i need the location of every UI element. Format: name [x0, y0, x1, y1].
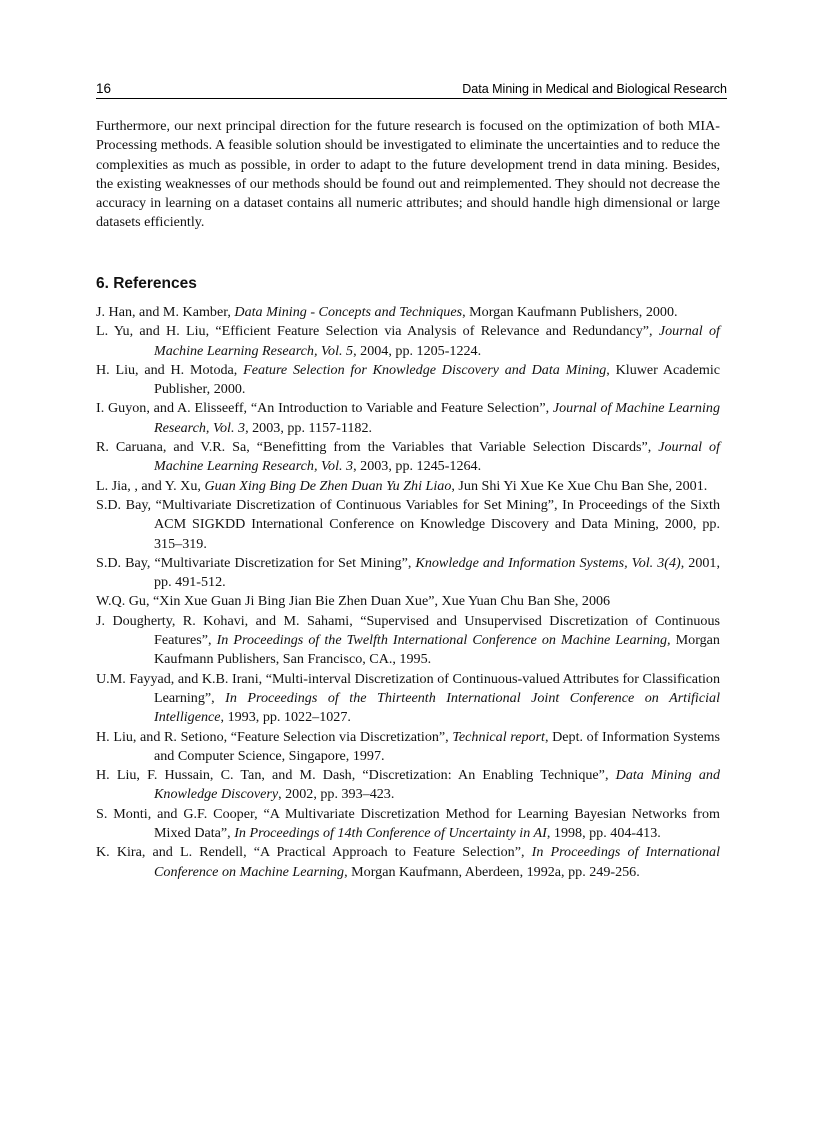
reference-text: K. Kira, and L. Rendell, “A Practical Approach to Feature Selection”,: [96, 844, 532, 861]
reference-text-tail: , 2003, pp. 1157-1182.: [245, 419, 373, 436]
reference-text: W.Q. Gu, “Xin Xue Guan Ji Bing Jian Bie Zhen Duan Xue”, Xue Yuan Chu Ban She, 2006: [96, 593, 611, 610]
reference-text-tail: , Morgan Kaufmann, Aberdeen, 1992a, pp. 249-256.: [344, 863, 640, 880]
reference-text-tail: , 2003, pp. 1245-1264.: [353, 458, 482, 475]
reference-item: [96, 477, 720, 496]
reference-text: S. Monti, and G.F. Cooper, “A Multivariate Discretization Method for Learning Bayesian Networks from Mixed Data”,: [96, 805, 720, 842]
reference-item: [96, 303, 720, 322]
reference-text: H. Liu, and H. Motoda,: [96, 361, 244, 378]
reference-item: [96, 612, 720, 670]
reference-italic: Journal of Machine Learning Research, Vol. 5: [154, 323, 720, 359]
reference-text-tail: , 1998, pp. 404-413.: [546, 825, 661, 842]
reference-text-tail: Morgan Kaufmann Publishers, San Francisco, CA., 1995.: [154, 632, 720, 668]
reference-text-tail: , 2001, pp. 491-512.: [154, 554, 721, 591]
reference-item: [96, 496, 720, 554]
reference-item: [96, 728, 720, 767]
reference-text-tail: , 2002, pp. 393–423.: [278, 786, 395, 803]
reference-item: [96, 766, 720, 805]
reference-text: U.M. Fayyad, and K.B. Irani, “Multi-interval Discretization of Continuous-valued Attributes for Classification Learning”,: [96, 670, 720, 706]
reference-item: [96, 554, 720, 593]
reference-item: [96, 322, 720, 361]
reference-text-tail: , 2004, pp. 1205-1224.: [353, 342, 482, 359]
reference-item: [96, 805, 720, 844]
reference-italic: In Proceedings of the Thirteenth International Joint Conference on Artificial Intelligence: [154, 689, 720, 726]
reference-text: R. Caruana, and V.R. Sa, “Benefitting from the Variables that Variable Selection Discards”,: [96, 439, 659, 456]
reference-item: [96, 592, 720, 611]
reference-item: [96, 843, 720, 882]
reference-item: [96, 361, 720, 400]
reference-italic: Knowledge and Information Systems, Vol. 3(4): [415, 554, 681, 571]
reference-text-tail: , Dept. of Information Systems and Computer Science, Singapore, 1997.: [154, 728, 720, 764]
reference-text: S.D. Bay, “Multivariate Discretization for Set Mining”,: [96, 554, 416, 571]
reference-list: [96, 303, 720, 882]
reference-italic: Technical report: [452, 728, 545, 745]
reference-italic: Data Mining and Knowledge Discovery: [154, 767, 721, 803]
reference-text: H. Liu, and R. Setiono, “Feature Selection via Discretization”,: [96, 728, 453, 745]
reference-text: L. Jia, , and Y. Xu,: [96, 477, 205, 494]
reference-italic: Guan Xing Bing De Zhen Duan Yu Zhi Liao: [204, 477, 452, 494]
reference-item: [96, 438, 720, 477]
reference-item: [96, 399, 720, 438]
page-number: 16: [96, 81, 112, 96]
reference-text: H. Liu, F. Hussain, C. Tan, and M. Dash, “Discretization: An Enabling Technique”,: [96, 767, 616, 784]
reference-item: [96, 670, 720, 728]
body-paragraph: Furthermore, our next principal direction for the future research is focused on the optimization of both MIA-Processing methods. A feasible solution should be investigated to eliminate the uncertainties and to reduce the complexities as much as possible, in order to adapt to the future development trend in data mining. Besides, the existing weaknesses of our methods should be found out and reimplemented. They should not decrease the accuracy in learning on a dataset contains all numeric attributes; and should handle high dimensional or large datasets efficiently.: [96, 118, 720, 231]
reference-text-tail: , Kluwer Academic Publisher, 2000.: [154, 361, 720, 398]
references-heading: 6. References: [96, 275, 197, 292]
reference-text-tail: , 1993, pp. 1022–1027.: [220, 709, 351, 726]
reference-italic: In Proceedings of the Twelfth International Conference on Machine Learning,: [216, 632, 671, 649]
reference-text: L. Yu, and H. Liu, “Efficient Feature Selection via Analysis of Relevance and Redundancy”,: [96, 323, 659, 340]
reference-text: S.D. Bay, “Multivariate Discretization of Continuous Variables for Set Mining”, In Proceedings of the Sixth ACM SIGKDD International Conference on Knowledge Discovery and Data Mining, 2000, pp. 315–319.: [96, 496, 720, 552]
reference-italic: Feature Selection for Knowledge Discovery and Data Mining: [243, 361, 607, 378]
reference-text-tail: , Morgan Kaufmann Publishers, 2000.: [462, 304, 678, 320]
reference-italic: In Proceedings of International Conference on Machine Learning: [154, 844, 720, 880]
reference-text: I. Guyon, and A. Elisseeff, “An Introduction to Variable and Feature Selection”,: [96, 400, 553, 417]
reference-italic: Journal of Machine Learning Research, Vol. 3: [154, 439, 720, 475]
reference-italic: Data Mining - Concepts and Techniques: [234, 304, 463, 320]
running-title: Data Mining in Medical and Biological Research: [462, 82, 727, 96]
reference-italic: In Proceedings of 14th Conference of Uncertainty in AI: [234, 825, 547, 842]
reference-text: J. Han, and M. Kamber,: [96, 304, 235, 320]
running-header: [96, 80, 727, 99]
reference-text: J. Dougherty, R. Kohavi, and M. Sahami, “Supervised and Unsupervised Discretization of Continuous Features”,: [96, 612, 720, 649]
reference-text-tail: , Jun Shi Yi Xue Ke Xue Chu Ban She, 2001.: [451, 477, 708, 494]
reference-italic: Journal of Machine Learning Research, Vol. 3: [154, 400, 720, 436]
